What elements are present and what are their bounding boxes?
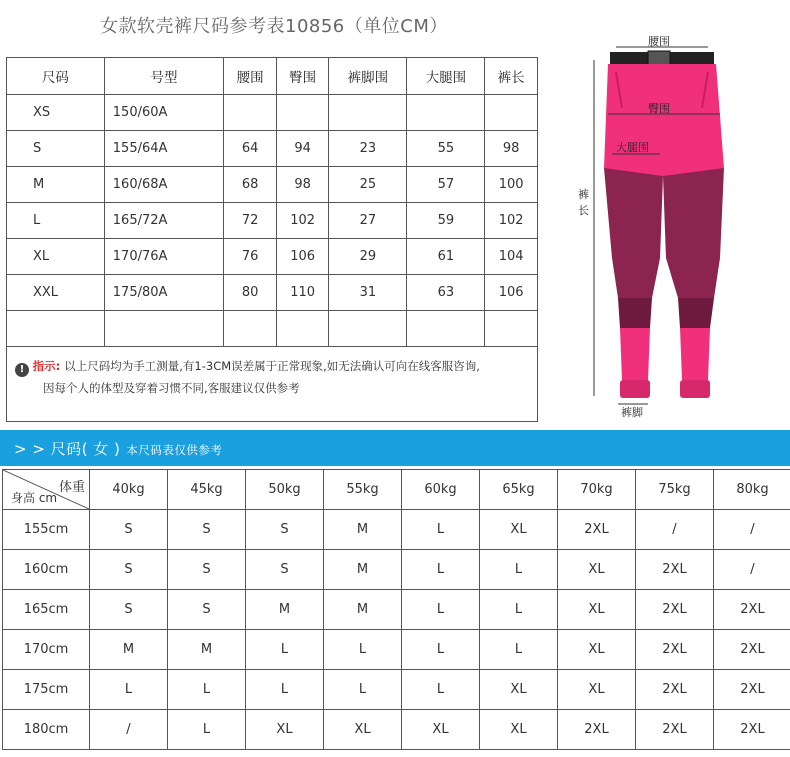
table-cell: 31 <box>329 275 407 311</box>
table-cell <box>485 95 538 131</box>
table-cell <box>407 311 485 347</box>
table-row <box>3 630 790 670</box>
weight-header: 55kg <box>324 470 402 510</box>
size-cell: M <box>168 630 246 670</box>
size-cell: / <box>714 510 790 550</box>
table-cell: 102 <box>485 203 538 239</box>
size-cell: L <box>246 670 324 710</box>
size-cell: L <box>402 630 480 670</box>
table-row <box>7 95 538 131</box>
table-cell: XS <box>7 95 105 131</box>
weight-header: 60kg <box>402 470 480 510</box>
table-cell: 104 <box>485 239 538 275</box>
note <box>7 347 538 422</box>
size-cell: L <box>402 670 480 710</box>
table-cell: 98 <box>276 167 329 203</box>
table-cell: 25 <box>329 167 407 203</box>
header-length: 裤长 <box>485 58 538 95</box>
table-cell: 102 <box>276 203 329 239</box>
label-length-2: 长 <box>578 204 589 217</box>
table-cell: 80 <box>224 275 277 311</box>
pants-illustration <box>560 28 780 420</box>
size-cell: L <box>168 710 246 750</box>
header-hem: 裤脚围 <box>329 58 407 95</box>
table-row <box>3 710 790 750</box>
size-cell: S <box>90 550 168 590</box>
table-cell: 29 <box>329 239 407 275</box>
corner-weight: 体重 <box>58 480 85 495</box>
table-cell: 170/76A <box>104 239 224 275</box>
size-cell: S <box>168 590 246 630</box>
size-cell: L <box>480 550 558 590</box>
table-cell: 150/60A <box>104 95 224 131</box>
size-cell: / <box>90 710 168 750</box>
table-cell <box>276 311 329 347</box>
corner-cell <box>3 470 90 510</box>
height-cell: 170cm <box>3 630 90 670</box>
label-thigh: 大腿围 <box>616 141 649 154</box>
height-cell: 155cm <box>3 510 90 550</box>
table-row <box>3 670 790 710</box>
size-cell: 2XL <box>714 590 790 630</box>
size-cell: XL <box>558 670 636 710</box>
weight-header: 75kg <box>636 470 714 510</box>
size-cell: M <box>324 590 402 630</box>
size-cell: L <box>324 630 402 670</box>
size-cell: XL <box>480 670 558 710</box>
size-cell: 2XL <box>558 510 636 550</box>
table-row <box>7 239 538 275</box>
table-cell: XL <box>7 239 105 275</box>
size-cell: L <box>246 630 324 670</box>
size-cell: 2XL <box>636 670 714 710</box>
table-cell <box>407 95 485 131</box>
height-cell: 160cm <box>3 550 90 590</box>
size-cell: S <box>90 590 168 630</box>
size-cell: L <box>324 670 402 710</box>
table-cell: 165/72A <box>104 203 224 239</box>
size-cell: / <box>714 550 790 590</box>
table-cell <box>276 95 329 131</box>
header-model: 号型 <box>104 58 224 95</box>
size-cell: S <box>168 510 246 550</box>
size-cell: M <box>246 590 324 630</box>
height-cell: 165cm <box>3 590 90 630</box>
size-cell: M <box>324 510 402 550</box>
size-cell: / <box>636 510 714 550</box>
weight-header: 70kg <box>558 470 636 510</box>
size-cell: 2XL <box>558 710 636 750</box>
size-cell: XL <box>558 590 636 630</box>
table-cell <box>329 311 407 347</box>
table-cell: 27 <box>329 203 407 239</box>
size-cell: M <box>324 550 402 590</box>
table-cell <box>329 95 407 131</box>
size-table-header <box>7 58 538 95</box>
table-cell: 160/68A <box>104 167 224 203</box>
size-cell: L <box>402 510 480 550</box>
section-header <box>0 430 790 466</box>
size-cell: L <box>480 630 558 670</box>
header-size: 尺码 <box>7 58 105 95</box>
size-cell: XL <box>480 510 558 550</box>
size-cell: XL <box>324 710 402 750</box>
header-thigh: 大腿围 <box>407 58 485 95</box>
table-cell <box>224 95 277 131</box>
height-cell: 180cm <box>3 710 90 750</box>
size-cell: S <box>246 510 324 550</box>
page-title: 女款软壳裤尺码参考表10856（单位CM） <box>100 16 448 37</box>
corner-height: 身高 cm <box>11 491 58 505</box>
size-cell: S <box>168 550 246 590</box>
table-cell <box>224 311 277 347</box>
size-cell: 2XL <box>636 590 714 630</box>
table-row <box>7 311 538 347</box>
size-cell: L <box>402 550 480 590</box>
table-cell: 100 <box>485 167 538 203</box>
table-row <box>7 275 538 311</box>
size-cell: XL <box>402 710 480 750</box>
info-icon: ! <box>15 363 29 377</box>
size-cell: 2XL <box>714 710 790 750</box>
table-row <box>3 550 790 590</box>
table-cell: 72 <box>224 203 277 239</box>
size-cell: S <box>90 510 168 550</box>
weight-header: 65kg <box>480 470 558 510</box>
table-cell: 59 <box>407 203 485 239</box>
table-cell: 98 <box>485 131 538 167</box>
weight-header: 40kg <box>90 470 168 510</box>
note-label: 指示: <box>32 359 61 373</box>
table-cell: S <box>7 131 105 167</box>
size-cell: 2XL <box>714 630 790 670</box>
note-text-1: 以上尺码均为手工测量,有1-3CM误差属于正常现象,如无法确认可向在线客服咨询, <box>64 359 480 373</box>
table-cell: 23 <box>329 131 407 167</box>
section-title: > > 尺码( 女 ) <box>14 440 121 458</box>
table-cell: 76 <box>224 239 277 275</box>
size-cell: L <box>480 590 558 630</box>
label-hem: 裤脚 <box>621 406 643 419</box>
section-subtitle: 本尺码表仅供参考 <box>126 443 223 457</box>
table-cell: 106 <box>276 239 329 275</box>
size-cell: 2XL <box>636 630 714 670</box>
table-cell: M <box>7 167 105 203</box>
weight-height-table <box>2 469 790 750</box>
table-row <box>7 131 538 167</box>
header-waist: 腰围 <box>224 58 277 95</box>
size-cell: XL <box>558 550 636 590</box>
weight-header: 80kg <box>714 470 790 510</box>
table-row <box>7 203 538 239</box>
table-cell: 106 <box>485 275 538 311</box>
table-cell: 68 <box>224 167 277 203</box>
size-cell: M <box>90 630 168 670</box>
table-row <box>7 167 538 203</box>
size-cell: L <box>168 670 246 710</box>
label-hip: 臀围 <box>648 102 670 115</box>
table-cell: XXL <box>7 275 105 311</box>
height-cell: 175cm <box>3 670 90 710</box>
size-table <box>6 57 538 422</box>
note-text-2: 因每个人的体型及穿着习惯不同,客服建议仅供参考 <box>43 381 300 395</box>
table-cell <box>7 311 105 347</box>
label-length-1: 裤 <box>578 188 589 201</box>
size-cell: L <box>402 590 480 630</box>
table-cell: 61 <box>407 239 485 275</box>
weight-header: 45kg <box>168 470 246 510</box>
size-cell: XL <box>246 710 324 750</box>
table-row <box>3 510 790 550</box>
table-cell <box>104 311 224 347</box>
header-hip: 臀围 <box>276 58 329 95</box>
table-cell <box>485 311 538 347</box>
table-cell: 175/80A <box>104 275 224 311</box>
table-row <box>3 590 790 630</box>
table-cell: 64 <box>224 131 277 167</box>
wh-table-header <box>3 470 790 510</box>
table-cell: 57 <box>407 167 485 203</box>
label-waist: 腰围 <box>648 35 670 48</box>
size-cell: 2XL <box>636 710 714 750</box>
table-cell: 155/64A <box>104 131 224 167</box>
table-cell: 94 <box>276 131 329 167</box>
table-cell: 63 <box>407 275 485 311</box>
size-cell: S <box>246 550 324 590</box>
size-cell: 2XL <box>714 670 790 710</box>
size-cell: 2XL <box>636 550 714 590</box>
size-cell: XL <box>558 630 636 670</box>
pants-diagram <box>560 28 780 420</box>
table-cell: L <box>7 203 105 239</box>
size-cell: L <box>90 670 168 710</box>
size-cell: XL <box>480 710 558 750</box>
table-cell: 110 <box>276 275 329 311</box>
weight-header: 50kg <box>246 470 324 510</box>
table-cell: 55 <box>407 131 485 167</box>
